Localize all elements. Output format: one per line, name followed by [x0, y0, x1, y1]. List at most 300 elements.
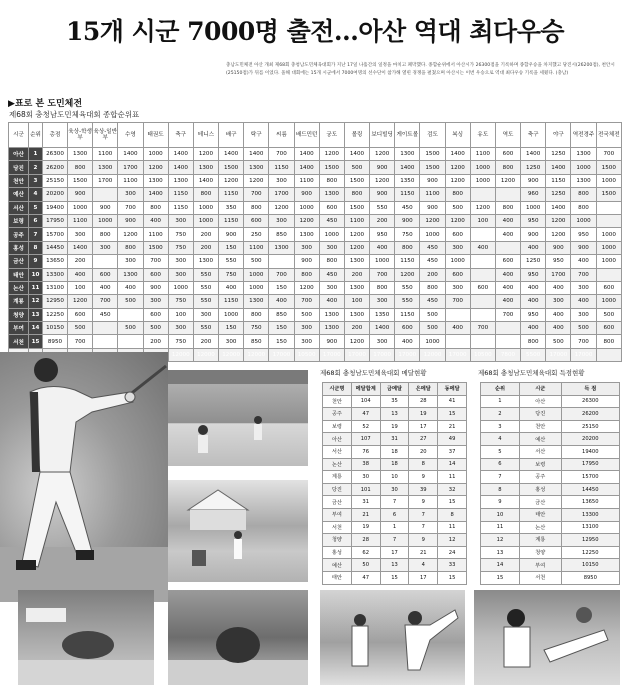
ranking-cell: 800 [395, 241, 420, 254]
ranking-cell: 1000 [596, 174, 621, 187]
score-cell: 4 [481, 433, 520, 446]
ranking-cell: 300 [294, 322, 319, 335]
score-row [481, 420, 620, 433]
ranking-cell: 700 [596, 148, 621, 161]
ranking-cell: 1400 [395, 161, 420, 174]
ranking-cell: 950 [521, 268, 546, 281]
ranking-cell: 1300 [344, 255, 369, 268]
ranking-cell: 1500 [143, 241, 168, 254]
ranking-cell: 태안 [9, 268, 29, 281]
ranking-cell: 450 [395, 201, 420, 214]
ranking-cell: 1100 [470, 148, 495, 161]
ranking-header-cell: 보디빌딩 [370, 123, 395, 148]
ranking-cell: 13100 [43, 281, 68, 294]
ranking-cell: 900 [294, 255, 319, 268]
ranking-cell: 800 [571, 188, 596, 201]
ranking-cell: 850 [244, 335, 269, 348]
ranking-cell: 1300 [68, 148, 93, 161]
ranking-cell: 1400 [244, 148, 269, 161]
ranking-cell: 400 [495, 214, 520, 227]
ranking-row [9, 295, 622, 308]
ranking-cell: 1300 [344, 308, 369, 321]
ranking-cell: 8 [29, 241, 43, 254]
ranking-cell: 550 [193, 322, 218, 335]
taekwondo-scene [320, 590, 465, 685]
ranking-row [9, 255, 622, 268]
ranking-cell [495, 322, 520, 335]
ranking-total-cell: 17000 [319, 348, 344, 361]
medal-cell: 41 [438, 395, 467, 408]
ranking-cell: 800 [521, 335, 546, 348]
ranking-cell: 300 [168, 268, 193, 281]
ranking-cell: 250 [244, 228, 269, 241]
ranking-cell: 1000 [571, 161, 596, 174]
ranking-cell: 200 [344, 322, 369, 335]
score-header-cell: 시군 [519, 383, 561, 396]
ranking-cell: 1400 [143, 188, 168, 201]
ranking-cell: 550 [395, 281, 420, 294]
medal-row [323, 559, 467, 572]
ranking-cell: 15700 [43, 228, 68, 241]
ranking-cell: 1150 [269, 161, 294, 174]
ranking-cell: 1000 [219, 308, 244, 321]
ranking-cell: 1300 [168, 174, 193, 187]
medal-cell: 18 [380, 445, 409, 458]
score-cell: 부여 [519, 559, 561, 572]
ranking-cell: 150 [219, 322, 244, 335]
ranking-cell [596, 201, 621, 214]
ranking-cell: 1000 [420, 228, 445, 241]
medal-cell: 32 [438, 483, 467, 496]
score-cell: 12950 [561, 534, 619, 547]
ranking-cell: 1200 [445, 214, 470, 227]
ranking-cell: 10150 [43, 322, 68, 335]
score-cell: 천안 [519, 420, 561, 433]
baseball-batter-photo [0, 352, 168, 602]
ranking-cell: 300 [370, 335, 395, 348]
score-row [481, 496, 620, 509]
ranking-cell: 450 [420, 255, 445, 268]
ranking-cell: 400 [546, 322, 571, 335]
ranking-cell: 1200 [244, 174, 269, 187]
score-cell: 26200 [561, 408, 619, 421]
ranking-cell: 400 [495, 268, 520, 281]
medal-cell: 38 [351, 458, 380, 471]
ssireum-photo [18, 590, 154, 685]
ranking-cell: 서천 [9, 335, 29, 348]
ranking-cell: 400 [68, 268, 93, 281]
ranking-cell: 1300 [319, 322, 344, 335]
ranking-cell: 300 [319, 281, 344, 294]
medal-cell: 청양 [323, 534, 352, 547]
ranking-cell: 750 [168, 228, 193, 241]
ranking-cell: 800 [244, 201, 269, 214]
ranking-cell: 1400 [68, 241, 93, 254]
ranking-cell: 400 [571, 295, 596, 308]
ranking-cell: 400 [118, 281, 143, 294]
ranking-cell: 100 [470, 214, 495, 227]
score-row [481, 408, 620, 421]
ranking-cell: 800 [495, 201, 520, 214]
score-cell: 12250 [561, 546, 619, 559]
ranking-cell: 700 [68, 335, 93, 348]
ranking-cell: 100 [344, 295, 369, 308]
ranking-cell: 550 [193, 281, 218, 294]
ranking-header-cell: 역전경주 [571, 123, 596, 148]
ranking-cell: 900 [521, 174, 546, 187]
ranking-cell: 400 [495, 228, 520, 241]
ranking-cell: 800 [370, 281, 395, 294]
ranking-cell: 1150 [168, 201, 193, 214]
ranking-cell: 500 [294, 308, 319, 321]
ranking-cell: 1000 [168, 281, 193, 294]
score-cell: 15 [481, 571, 520, 584]
ranking-cell: 300 [370, 295, 395, 308]
ranking-cell: 1200 [370, 148, 395, 161]
ranking-cell: 1000 [596, 255, 621, 268]
ranking-cell: 550 [395, 295, 420, 308]
ranking-cell: 800 [420, 281, 445, 294]
ranking-cell: 19400 [43, 201, 68, 214]
ranking-total-cell: 12000 [420, 348, 445, 361]
ranking-cell: 900 [118, 214, 143, 227]
ranking-cell: 900 [395, 214, 420, 227]
medal-cell: 당진 [323, 483, 352, 496]
medal-header-row [323, 383, 467, 396]
ranking-cell: 5 [29, 201, 43, 214]
ranking-cell: 800 [193, 188, 218, 201]
medal-cell: 37 [438, 445, 467, 458]
ranking-cell: 450 [420, 295, 445, 308]
ranking-cell: 1150 [395, 255, 420, 268]
ranking-cell: 1000 [445, 255, 470, 268]
score-row [481, 395, 620, 408]
ranking-cell: 1200 [395, 268, 420, 281]
ranking-cell: 1150 [219, 295, 244, 308]
ranking-cell: 750 [168, 241, 193, 254]
ranking-total-cell: 17000 [344, 348, 369, 361]
ranking-row [9, 268, 622, 281]
ranking-cell: 800 [571, 201, 596, 214]
medal-cell: 31 [351, 496, 380, 509]
ranking-cell: 1700 [118, 161, 143, 174]
medal-cell: 33 [438, 559, 467, 572]
score-row [481, 458, 620, 471]
ranking-total-cell: 12000 [219, 348, 244, 361]
medal-cell: 9 [409, 534, 438, 547]
ranking-cell: 13300 [43, 268, 68, 281]
ranking-cell: 700 [143, 255, 168, 268]
ranking-cell: 청양 [9, 308, 29, 321]
ranking-cell: 1350 [370, 308, 395, 321]
ranking-cell: 1250 [546, 148, 571, 161]
medal-cell: 8 [438, 508, 467, 521]
ranking-cell: 400 [571, 255, 596, 268]
ranking-cell: 300 [269, 174, 294, 187]
ranking-cell: 400 [269, 295, 294, 308]
wrestling-photo [168, 590, 308, 685]
score-cell: 13 [481, 546, 520, 559]
medal-cell: 19 [409, 408, 438, 421]
ranking-cell: 150 [269, 322, 294, 335]
medal-cell: 20 [409, 445, 438, 458]
medal-cell: 14 [438, 458, 467, 471]
ranking-cell: 550 [193, 295, 218, 308]
ranking-cell: 11 [29, 281, 43, 294]
medal-cell: 예산 [323, 559, 352, 572]
ranking-cell: 300 [445, 281, 470, 294]
ranking-table [8, 122, 622, 362]
score-cell: 14450 [561, 483, 619, 496]
score-cell: 13650 [561, 496, 619, 509]
ranking-cell: 1150 [168, 188, 193, 201]
score-cell: 공주 [519, 471, 561, 484]
ranking-cell: 1100 [68, 214, 93, 227]
ranking-cell: 600 [319, 201, 344, 214]
ranking-cell [470, 308, 495, 321]
medal-cell: 서산 [323, 445, 352, 458]
ranking-cell: 800 [445, 188, 470, 201]
ranking-cell: 1200 [68, 295, 93, 308]
ranking-cell: 1300 [269, 241, 294, 254]
medal-cell: 28 [351, 534, 380, 547]
ranking-cell: 1300 [319, 188, 344, 201]
ranking-cell: 850 [269, 228, 294, 241]
ranking-row [9, 214, 622, 227]
medal-cell: 49 [438, 433, 467, 446]
ranking-cell [596, 268, 621, 281]
ranking-cell: 400 [521, 322, 546, 335]
ranking-cell [93, 188, 118, 201]
ranking-header-cell: 역도 [495, 123, 520, 148]
ranking-header-cell: 게이트볼 [395, 123, 420, 148]
ranking-cell: 1500 [319, 161, 344, 174]
medal-row [323, 408, 467, 421]
ranking-cell: 300 [294, 335, 319, 348]
ranking-cell: 1200 [269, 201, 294, 214]
ranking-cell: 300 [168, 214, 193, 227]
ranking-cell: 900 [219, 228, 244, 241]
ranking-cell: 1200 [344, 335, 369, 348]
ranking-cell: 600 [596, 322, 621, 335]
ranking-cell: 700 [269, 268, 294, 281]
ranking-cell: 1000 [596, 295, 621, 308]
ranking-cell: 1700 [269, 188, 294, 201]
score-cell: 서천 [519, 571, 561, 584]
ranking-cell: 800 [143, 201, 168, 214]
ranking-cell: 1200 [495, 174, 520, 187]
ranking-cell: 1500 [68, 174, 93, 187]
ranking-header-cell: 배드민턴 [294, 123, 319, 148]
ranking-cell [118, 335, 143, 348]
score-cell: 8 [481, 483, 520, 496]
score-cell: 20200 [561, 433, 619, 446]
ranking-cell: 800 [118, 241, 143, 254]
ranking-cell: 1200 [445, 174, 470, 187]
score-cell: 25150 [561, 420, 619, 433]
ranking-cell: 1500 [344, 201, 369, 214]
ranking-cell: 300 [571, 308, 596, 321]
score-cell: 홍성 [519, 483, 561, 496]
ranking-cell [470, 268, 495, 281]
medal-cell: 11 [438, 521, 467, 534]
ranking-cell: 1200 [546, 214, 571, 227]
medal-cell: 15 [380, 571, 409, 584]
ranking-cell: 900 [68, 188, 93, 201]
ranking-cell: 10 [29, 268, 43, 281]
ranking-cell: 550 [193, 268, 218, 281]
score-cell: 당진 [519, 408, 561, 421]
ranking-cell: 논산 [9, 281, 29, 294]
ranking-cell: 1100 [420, 188, 445, 201]
score-row [481, 433, 620, 446]
ranking-cell: 960 [521, 188, 546, 201]
medal-cell: 35 [380, 395, 409, 408]
medal-row [323, 496, 467, 509]
ranking-cell [93, 335, 118, 348]
ranking-cell: 750 [168, 335, 193, 348]
ranking-cell: 450 [319, 214, 344, 227]
ranking-cell: 600 [445, 228, 470, 241]
ranking-header-cell: 배구 [219, 123, 244, 148]
medal-cell: 논산 [323, 458, 352, 471]
ranking-header-row [9, 123, 622, 148]
ranking-cell: 1250 [521, 255, 546, 268]
score-cell: 26300 [561, 395, 619, 408]
medal-cell: 천안 [323, 395, 352, 408]
ranking-cell: 800 [319, 255, 344, 268]
score-row [481, 445, 620, 458]
ranking-cell: 1200 [370, 174, 395, 187]
ranking-cell: 600 [143, 308, 168, 321]
ranking-header-cell: 시군 [9, 123, 29, 148]
ranking-cell: 800 [344, 188, 369, 201]
ranking-cell: 6 [29, 214, 43, 227]
ranking-cell: 400 [219, 281, 244, 294]
medal-cell: 28 [409, 395, 438, 408]
ranking-header-cell: 볼링 [344, 123, 369, 148]
ranking-cell: 1000 [193, 201, 218, 214]
medal-cell: 47 [351, 408, 380, 421]
ranking-cell: 1200 [546, 228, 571, 241]
tent-scene [168, 480, 308, 582]
ranking-cell: 1300 [344, 281, 369, 294]
ranking-header-cell: 씨름 [269, 123, 294, 148]
ranking-cell: 1400 [193, 174, 218, 187]
taekwondo-kick-scene [474, 590, 620, 685]
medal-row [323, 483, 467, 496]
score-cell: 1 [481, 395, 520, 408]
ranking-cell: 1300 [319, 308, 344, 321]
score-cell: 12 [481, 534, 520, 547]
ranking-cell: 900 [420, 201, 445, 214]
ranking-cell: 1000 [244, 281, 269, 294]
ranking-cell: 1250 [546, 188, 571, 201]
medal-cell: 홍성 [323, 546, 352, 559]
ranking-cell: 600 [495, 148, 520, 161]
ranking-cell: 300 [118, 255, 143, 268]
medal-cell: 21 [438, 420, 467, 433]
ranking-cell: 1400 [294, 148, 319, 161]
ranking-cell: 400 [370, 241, 395, 254]
ranking-total-cell [596, 348, 621, 361]
taekwondo-photo [320, 590, 465, 685]
ranking-cell: 900 [571, 241, 596, 254]
medal-cell: 보령 [323, 420, 352, 433]
medal-cell: 12 [438, 534, 467, 547]
medal-row [323, 471, 467, 484]
ranking-cell: 950 [546, 255, 571, 268]
score-header-cell: 순위 [481, 383, 520, 396]
ranking-cell: 1300 [193, 255, 218, 268]
ranking-cell: 800 [596, 335, 621, 348]
medal-cell: 15 [438, 571, 467, 584]
ranking-cell [118, 308, 143, 321]
ranking-cell: 750 [395, 228, 420, 241]
medal-row [323, 521, 467, 534]
medal-table-title: 제68회 충청남도민체육대회 메달현황 [320, 369, 427, 377]
medal-cell: 104 [351, 395, 380, 408]
medal-cell: 금산 [323, 496, 352, 509]
ranking-cell: 1150 [219, 214, 244, 227]
ranking-cell: 700 [93, 295, 118, 308]
ranking-cell: 1000 [596, 241, 621, 254]
medal-cell: 21 [409, 546, 438, 559]
ranking-cell: 400 [521, 241, 546, 254]
ranking-cell: 300 [193, 308, 218, 321]
score-cell: 3 [481, 420, 520, 433]
ranking-cell: 1200 [445, 161, 470, 174]
ranking-header-cell: 유도 [470, 123, 495, 148]
ranking-cell: 950 [370, 228, 395, 241]
ranking-row [9, 161, 622, 174]
medal-header-cell: 은메달 [409, 383, 438, 396]
ranking-cell: 1100 [143, 228, 168, 241]
score-cell: 13100 [561, 521, 619, 534]
ranking-total-cell: 17000 [445, 348, 470, 361]
ranking-cell: 700 [445, 295, 470, 308]
lead-paragraph: 충남도민체전 아산 개최 제68회 충청남도민체육대회가 지난 17일 나흘간의 일정을 마치고 폐막했다. 종합순위에서 아산시가 26300점을 기록하며 종합우승을 차지했고 당진시(26200점), 천안시(25150점)가 뒤를 이었다. 올해 대회에는 15개 시군에서 7000여명의 선수단이 참가해 열띤 경쟁을 펼쳤으며 아산시는 이번 우승으로 역대 최다우승 기록을 세웠다. (충남) [226, 63, 615, 76]
medal-header-cell: 금메달 [380, 383, 409, 396]
score-cell: 6 [481, 458, 520, 471]
medal-row [323, 571, 467, 584]
ranking-cell: 300 [93, 241, 118, 254]
ranking-cell: 1200 [344, 241, 369, 254]
ranking-cell: 17950 [43, 214, 68, 227]
ranking-cell: 13 [29, 308, 43, 321]
ranking-cell: 25150 [43, 174, 68, 187]
score-cell: 10 [481, 508, 520, 521]
ranking-cell: 700 [470, 322, 495, 335]
ranking-header-cell: 테니스 [193, 123, 218, 148]
ranking-cell: 300 [118, 188, 143, 201]
ranking-cell: 750 [244, 322, 269, 335]
ranking-cell: 12950 [43, 295, 68, 308]
ranking-cell: 1300 [571, 148, 596, 161]
ranking-cell: 450 [420, 241, 445, 254]
ranking-cell: 1100 [93, 148, 118, 161]
ranking-cell: 700 [244, 188, 269, 201]
ranking-cell: 8950 [43, 335, 68, 348]
ranking-total-cell: 5500 [521, 348, 546, 361]
score-cell: 19400 [561, 445, 619, 458]
ranking-cell: 700 [370, 268, 395, 281]
ranking-cell: 900 [420, 174, 445, 187]
score-cell: 서산 [519, 445, 561, 458]
ranking-cell: 100 [168, 308, 193, 321]
ranking-cell: 300 [68, 228, 93, 241]
ranking-cell [445, 308, 470, 321]
